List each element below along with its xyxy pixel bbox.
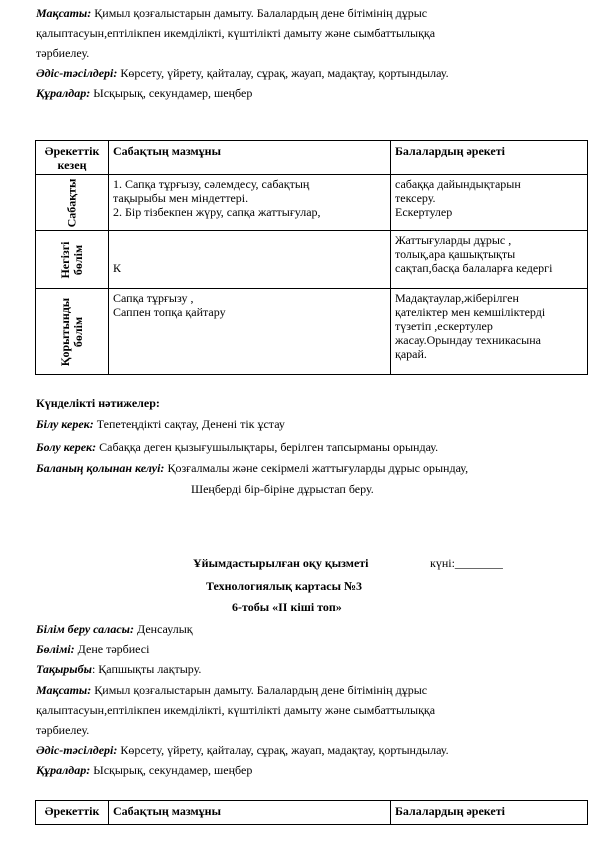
content-intro-line: тақырыбы мен міндеттері. bbox=[113, 191, 249, 205]
table-row bbox=[36, 231, 588, 289]
tools-text: Ысқырық, секундамер, шеңбер bbox=[90, 86, 253, 100]
children-intro-line: сабаққа дайындықтарын bbox=[395, 177, 521, 191]
lesson-table-1 bbox=[35, 140, 588, 375]
table2-header-children: Балалардың әрекеті bbox=[391, 801, 588, 825]
children-main bbox=[391, 231, 588, 289]
topic-line bbox=[36, 662, 201, 676]
goal2-label: Мақсаты: bbox=[36, 683, 92, 697]
goal-line-1 bbox=[36, 6, 427, 20]
topic-label: Тақырыбы bbox=[36, 662, 92, 676]
children-intro-line: Ескертулер bbox=[395, 205, 453, 219]
results-heading: Күнделікті нәтижелер: bbox=[36, 396, 160, 410]
table-row bbox=[36, 175, 588, 231]
area-label: Білім беру саласы: bbox=[36, 622, 134, 636]
section2-title: Ұйымдастырылған оқу қызметі bbox=[193, 556, 369, 570]
goal2-line-3: тәрбиелеу. bbox=[36, 723, 90, 737]
section-line bbox=[36, 642, 149, 656]
goal2-text: Қимыл қозғалыстарын дамыту. Балалардың дене бітімінің дұрыс bbox=[91, 683, 428, 697]
children-final-line: түзетіп ,ескертулер bbox=[395, 319, 493, 333]
children-main-line: сақтап,басқа балаларға кедергі bbox=[395, 261, 553, 275]
children-main-line: Жаттығуларды дұрыс , bbox=[395, 233, 512, 247]
can-label: Баланың қолынан келуі: bbox=[36, 461, 165, 475]
goal-label: Мақсаты: bbox=[36, 6, 92, 20]
header-stage bbox=[36, 141, 109, 175]
can-line bbox=[36, 461, 468, 475]
tools-label: Құралдар: bbox=[36, 86, 91, 100]
date-field: күні:________ bbox=[430, 556, 503, 570]
table2-header-stage: Әрекеттік bbox=[36, 801, 109, 825]
area-text: Денсаулық bbox=[133, 622, 193, 636]
be-label: Болу керек: bbox=[36, 440, 97, 454]
header-content: Сабақтың мазмұны bbox=[109, 141, 391, 175]
table-header-row bbox=[36, 141, 588, 175]
children-final-line: жасау.Орындау техникасына bbox=[395, 333, 541, 347]
can-text: Қозғалмалы және секірмелі жаттығуларды дұрыс орындау, bbox=[164, 461, 469, 475]
header-stage-line-2: кезең bbox=[57, 158, 87, 172]
know-line bbox=[36, 417, 285, 431]
children-intro-line: тексеру. bbox=[395, 191, 436, 205]
section-text: Дене тәрбиесі bbox=[74, 642, 150, 656]
content-final bbox=[109, 289, 391, 375]
content-main-line bbox=[113, 247, 386, 261]
methods-text: Көрсету, үйрету, қайталау, сұрақ, жауап, мадақтау, қортындылау. bbox=[117, 66, 449, 80]
content-final-line: Саппен топқа қайтару bbox=[113, 305, 226, 319]
stage-final-label bbox=[59, 297, 85, 365]
know-text: Тепетеңдікті сақтау, Денені тік ұстау bbox=[93, 417, 285, 431]
children-final-line: қателіктер мен кемшіліктерді bbox=[395, 305, 546, 319]
be-line bbox=[36, 440, 438, 454]
stage-main-line-2: бөлім bbox=[71, 244, 85, 275]
can-line-2: Шеңберді бір-біріне дұрыстап беру. bbox=[191, 482, 374, 496]
methods2-line bbox=[36, 743, 449, 757]
tools2-label: Құралдар: bbox=[36, 763, 91, 777]
methods2-text: Көрсету, үйрету, қайталау, сұрақ, жауап, мадақтау, қортындылау. bbox=[117, 743, 449, 757]
goal-line-2: қалыптасуын,ептілікпен икемділікті, күштілікті дамыту және сымбаттылыққа bbox=[36, 26, 436, 40]
stage-intro-label: Сабақты bbox=[64, 178, 79, 227]
be-text: Сабаққа деген қызығушылықтары, берілген тапсырманы орындау. bbox=[96, 440, 439, 454]
stage-main bbox=[36, 231, 109, 289]
lesson-table-2 bbox=[35, 800, 588, 825]
goal-text: Қимыл қозғалыстарын дамыту. Балалардың дене бітімінің дұрыс bbox=[91, 6, 428, 20]
tools2-line bbox=[36, 763, 252, 777]
table-row bbox=[36, 289, 588, 375]
content-main bbox=[109, 231, 391, 289]
section2-subtitle: Технологиялық картасы №3 bbox=[206, 579, 363, 593]
goal2-line-1 bbox=[36, 683, 427, 697]
children-main-line: толық,ара қашықтықты bbox=[395, 247, 516, 261]
section-label: Бөлімі: bbox=[36, 642, 75, 656]
know-label: Білу керек: bbox=[36, 417, 94, 431]
methods-line bbox=[36, 66, 449, 80]
children-intro bbox=[391, 175, 588, 231]
methods2-label: Әдіс-тәсілдері: bbox=[36, 743, 118, 757]
methods-label: Әдіс-тәсілдері: bbox=[36, 66, 118, 80]
stage-final bbox=[36, 289, 109, 375]
header-children: Балалардың әрекеті bbox=[391, 141, 588, 175]
goal-line-3: тәрбиелеу. bbox=[36, 46, 90, 60]
content-intro bbox=[109, 175, 391, 231]
header-stage-line-1: Әрекеттік bbox=[44, 144, 100, 158]
table2-header-row bbox=[36, 801, 588, 825]
stage-intro bbox=[36, 175, 109, 231]
content-main-line bbox=[113, 233, 386, 247]
tools-line bbox=[36, 86, 252, 100]
tools2-text: Ысқырық, секундамер, шеңбер bbox=[90, 763, 253, 777]
content-final-line: Сапқа тұрғызу , bbox=[113, 291, 194, 305]
table2-header-content: Сабақтың мазмұны bbox=[109, 801, 391, 825]
area-line bbox=[36, 622, 193, 636]
group-title: 6-тобы «ІІ кіші топ» bbox=[232, 600, 342, 614]
topic-text: : Қапшықты лақтыру. bbox=[91, 662, 202, 676]
goal2-line-2: қалыптасуын,ептілікпен икемділікті, күштілікті дамыту және сымбаттылыққа bbox=[36, 703, 436, 717]
content-intro-line: 1. Сапқа тұрғызу, сәлемдесу, сабақтың bbox=[113, 177, 310, 191]
stage-final-line-2: бөлім bbox=[71, 316, 85, 347]
stage-main-line-1: Негізгі bbox=[58, 240, 72, 279]
stage-main-label bbox=[59, 241, 85, 278]
content-main-line: К bbox=[113, 261, 122, 275]
children-final-line: Мадақтаулар,жіберілген bbox=[395, 291, 519, 305]
children-final bbox=[391, 289, 588, 375]
content-intro-line: 2. Бір тізбекпен жүру, сапқа жаттығулар, bbox=[113, 205, 321, 219]
stage-final-line-1: Қорытынды bbox=[58, 297, 72, 366]
children-final-line: қарай. bbox=[395, 347, 427, 361]
